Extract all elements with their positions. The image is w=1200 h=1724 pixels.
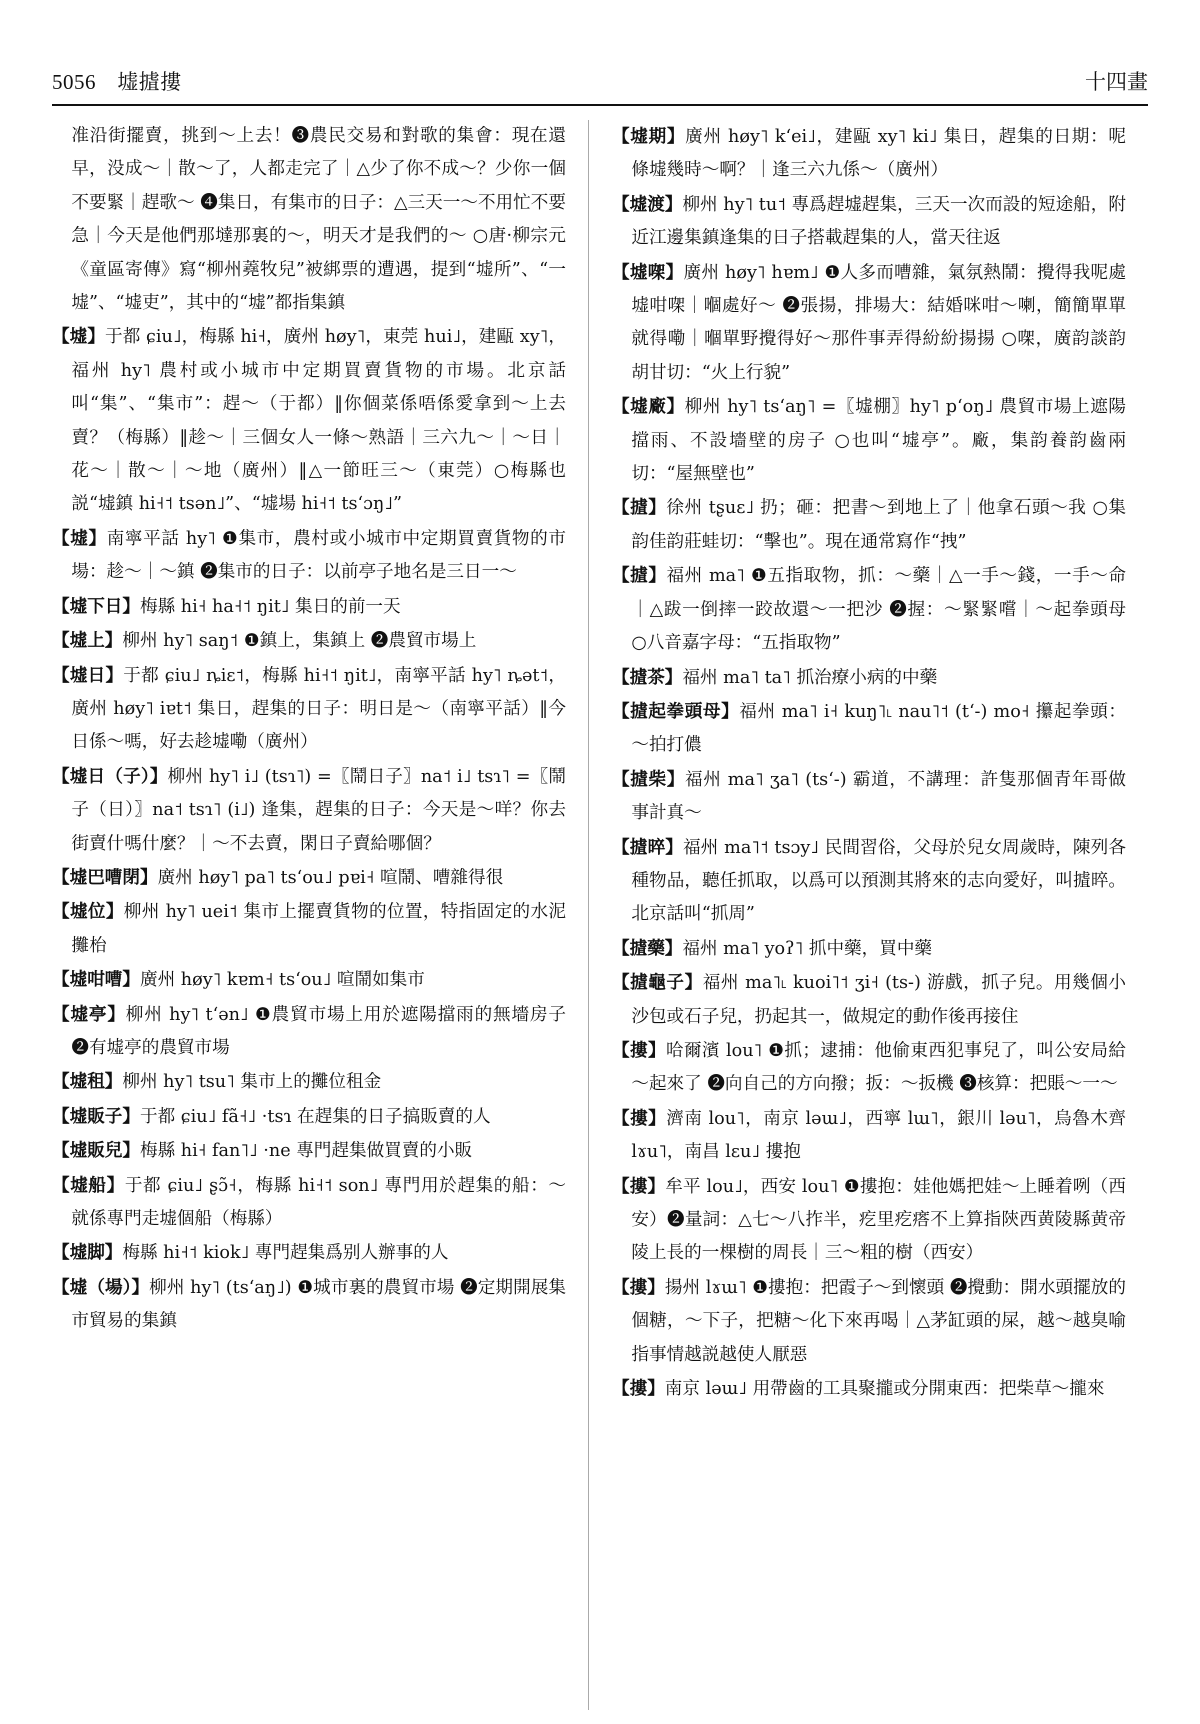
entry-headword: 【摟】 — [612, 1039, 666, 1061]
dictionary-entry — [612, 1034, 1126, 1102]
dictionary-entry — [52, 963, 566, 997]
entry-definition: 福州 ma˥ ❶五指取物，抓：～藥｜△一手～錢，一手～命｜△跋一倒摔一跤故還～一把沙 ❷握：～緊緊嚐｜～起拳頭母 ○八音嘉字母：“五指取物” — [631, 566, 1126, 654]
entry-definition: 柳州 hy˥ i˩ (tsɿ˥) =〖鬧日子〗na˦ i˩ tsɿ˥ =〖鬧子（日）〗na˦ tsɿ˥ (i˩) 逢集，趕集的日子：今天是～咩？你去街賣什嗎什麼？｜～不去賣，閑日子賣給哪個？ — [71, 766, 566, 854]
entry-definition: 廣州 høy˥ kɐm˧ tsʻou˩ 喧鬧如集市 — [139, 970, 425, 991]
entry-definition: 于都 ɕiu˩ ʂɔ̃˧，梅縣 hi˧˦ son˩ 專門用於趕集的船：～就係專門走墟個船（梅縣） — [71, 1175, 566, 1229]
entry-headword: 【墟上】 — [52, 630, 123, 652]
entry-definition: 南京 ləɯ˩ 用帶齒的工具聚攏或分開東西：把柴草～攏來 — [664, 1379, 1105, 1400]
entry-headword: 【墟咁嘈】 — [52, 969, 140, 991]
entry-definition: 柳州 hy˥ tsʻaŋ˥ =〖墟棚〗hy˥ pʻoŋ˩ 農貿市場上遮陽擋雨、不設墻壁的房子 ○也叫“墟亭”。廠，集韵養韵齒兩切：“屋無壁也” — [631, 397, 1126, 485]
entry-definition: 柳州 hy˥ uei˦ 集市上擺賣貨物的位置，特指固定的水泥攤枱 — [71, 902, 566, 956]
dictionary-entry — [612, 188, 1126, 256]
entry-headword: 【摣柴】 — [612, 768, 686, 790]
right-column — [612, 120, 1126, 1710]
entry-headword: 【墟脚】 — [52, 1242, 123, 1264]
dictionary-entry — [612, 763, 1126, 831]
entry-headword: 【墟日】 — [52, 664, 124, 686]
entry-continuation: 准沿街擺賣，挑到～上去！❸農民交易和對歌的集會：現在還早，没成～｜散～了，人都走完了｜△少了你不成～？少你一個不要緊｜趕歌～ ❹集日，有集市的日子：△三天一～不用忙不要急｜今天是他們那墶那裏的～，明天才是我們的～ ○唐·柳宗元《童區寄傳》寫“柳州蕘牧兒”被綁票的遭遇，提到“墟所”、“一墟”、“墟吏”，其中的“墟”都指集鎮 — [71, 126, 566, 314]
entry-headword: 【摟】 — [612, 1107, 667, 1129]
dictionary-entry — [52, 320, 566, 521]
dictionary-entry — [612, 559, 1126, 660]
header-left — [52, 66, 182, 96]
dictionary-entry — [52, 895, 566, 963]
dictionary-entry — [612, 390, 1126, 491]
entry-headword: 【墟㗎】 — [612, 261, 684, 283]
entry-headword: 【墟販兒】 — [52, 1140, 140, 1162]
entry-definition: 于都 ɕiu˩ fã˧˩ ·tsɿ 在趕集的日子搞販賣的人 — [139, 1106, 491, 1127]
entry-definition: 揚州 lɤɯ˥ ❶摟抱：把霞子～到懷頭 ❷攪動：開水頭擺放的個糖，～下子，把糖～化下來再喝｜△茅缸頭的屎，越～越臭喻指事情越説越使人厭惡 — [631, 1277, 1126, 1365]
page-number: 5056 — [52, 70, 96, 94]
entry-headword: 【摣藥】 — [612, 937, 683, 959]
entry-headword: 【摣】 — [612, 565, 667, 587]
entry-headword: 【墟位】 — [52, 901, 124, 923]
entry-definition: 福州 ma˥˪ kuoi˥˦ ʒi˧ (ts-) 游戲，抓子兒。用幾個小沙包或石子兒，扔起其一，做規定的動作後再接住 — [631, 973, 1126, 1027]
dictionary-entry — [52, 1100, 566, 1134]
dictionary-entry — [52, 861, 566, 895]
entry-headword: 【墟期】 — [612, 126, 686, 147]
entry-headword: 【摟】 — [612, 1175, 666, 1197]
entry-definition: 哈爾濱 lou˥ ❶抓；逮捕：他偷東西犯事兒了，叫公安局給～起來了 ❷向自己的方向撥；扳：～扳機 ❸核算：把賬～一～ — [631, 1040, 1126, 1095]
dictionary-entry — [52, 1065, 566, 1099]
entry-headword: 【摟】 — [612, 1276, 665, 1298]
entry-headword: 【摣】 — [612, 497, 667, 519]
page-header — [52, 62, 1148, 106]
dictionary-entry — [612, 966, 1126, 1034]
entry-definition: 柳州 hy˥ saŋ˦ ❶鎮上，集鎮上 ❷農貿市場上 — [122, 631, 477, 652]
entry-definition: 梅縣 hi˧˦ kiok˩ 專門趕集爲别人辦事的人 — [122, 1243, 449, 1264]
entry-definition: 福州 ma˥ ta˥ 抓治療小病的中藥 — [682, 667, 938, 688]
dictionary-entry — [52, 522, 566, 590]
entry-definition: 于都 ɕiu˩，梅縣 hi˧，廣州 høy˥，東莞 hui˩，建甌 xy˥，福州 hy˥ 農村或小城市中定期買賣貨物的市場。北京話叫“集”、“集市”：趕～（于都）‖你個菜係唔係愛拿到～上去賣？（梅縣）‖趁～｜三個女人一條～熟語｜三六九～｜～日｜花～｜散～｜～地（廣州）‖△一節旺三～（東莞）○梅縣也説“墟鎮 hi˧˦ tsən˩”、“墟場 hi˧˦ tsʻɔŋ˩” — [71, 327, 566, 515]
header-section: 十四畫 — [1085, 70, 1148, 94]
dictionary-entry — [612, 932, 1126, 966]
entry-headword: 【墟巴嘈閉】 — [52, 866, 158, 888]
entry-headword: 【摟】 — [612, 1378, 665, 1400]
entry-headword: 【摣茶】 — [612, 666, 683, 688]
entry-headword: 【摣晬】 — [612, 836, 683, 858]
entry-definition: 廣州 høy˥ kʻei˩，建甌 xy˥ ki˩ 集日，趕集的日期：呢條墟幾時～啊？｜逢三六九係～（廣州） — [631, 127, 1126, 181]
entry-headword: 【墟廠】 — [612, 396, 685, 418]
dictionary-entry — [612, 120, 1126, 188]
dictionary-entry — [612, 695, 1126, 763]
entry-definition: 濟南 lou˥，南京 ləɯ˩，西寧 lɯ˥，銀川 ləu˥，烏魯木齊 lɤu˥，南昌 lɛu˩ 摟抱 — [631, 1108, 1126, 1163]
entry-headword: 【墟渡】 — [612, 193, 683, 215]
entry-definition: 牟平 lou˩，西安 lou˥ ❶摟抱：娃他媽把娃～上睡着咧（西安）❷量詞：△七～八拃半，疙里疙瘩不上算指陝西黄陵縣黄帝陵上長的一棵樹的周長｜三～粗的樹（西安） — [631, 1176, 1126, 1264]
entry-definition: 于都 ɕiu˩ ȵiɛ˦，梅縣 hi˧˦ ŋit˩，南寧平話 hy˥ ȵət˦，廣州 høy˥ iɐt˦ 集日，趕集的日子：明日是～（南寧平話）‖今日係～嗎，好去趁墟嘞（廣州） — [71, 665, 566, 753]
dictionary-entry — [612, 491, 1126, 559]
entry-headword: 【摣龜子】 — [612, 972, 703, 994]
entry-headword: 【墟】 — [52, 326, 106, 348]
dictionary-entry — [52, 659, 566, 760]
entry-definition: 柳州 hy˥ (tsʻaŋ˩) ❶城市裏的農貿市場 ❷定期開展集市貿易的集鎮 — [71, 1277, 566, 1332]
dictionary-entry — [52, 1169, 566, 1237]
entry-definition: 柳州 hy˥ tʻən˩ ❶農貿市場上用於遮陽擋雨的無墻房子 ❷有墟亭的農貿市場 — [71, 1004, 566, 1058]
entry-definition: 福州 ma˥ ʒa˥ (tsʻ-) 霸道，不講理：許隻那個青年哥做事計真～ — [631, 769, 1126, 824]
entry-definition: 福州 ma˥ yoʔ˥ 抓中藥，買中藥 — [682, 938, 933, 959]
entry-headword: 【墟】 — [52, 527, 107, 549]
dictionary-entry — [612, 1102, 1126, 1170]
left-column — [52, 120, 566, 1710]
dictionary-entry — [52, 1134, 566, 1168]
entry-headword: 【摣起拳頭母】 — [612, 700, 740, 722]
dictionary-entry — [52, 1236, 566, 1270]
entry-definition: 福州 ma˥ i˧ kuŋ˥˪ nau˥˦ (tʻ-) mo˧ 攥起拳頭：～拍打儂 — [631, 701, 1126, 756]
entry-definition: 徐州 tʂuɛ˩ 扔；砸：把書～到地上了｜他拿石頭～我 ○集韵佳韵莊蛙切：“擊也”。現在通常寫作“拽” — [631, 498, 1126, 552]
dictionary-entry — [52, 1271, 566, 1339]
dictionary-entry — [52, 998, 566, 1066]
dictionary-entry — [612, 256, 1126, 391]
dictionary-entry — [612, 661, 1126, 695]
entry-definition: 南寧平話 hy˥ ❶集市，農村或小城市中定期買賣貨物的市場：趁～｜～鎮 ❷集市的日子：以前亭子地名是三日一～ — [71, 528, 566, 583]
column-divider — [588, 120, 589, 1710]
header-headwords: 墟摣摟 — [117, 70, 182, 94]
entry-headword: 【墟販子】 — [52, 1105, 140, 1127]
entry-headword: 【墟船】 — [52, 1174, 125, 1196]
dictionary-entry — [52, 590, 566, 624]
entry-definition: 廣州 høy˥ hɐm˩ ❶人多而嘈雜，氣氛熱鬧：攪得我呢處墟咁㗎｜嗰處好～ ❷張揚，排場大：結婚咪咁～喇，簡簡單單就得嘞｜嗰單野攪得好～那件事弄得紛紛揚揚 ○㗎，廣韵談韵胡甘切：“火上行貌” — [631, 262, 1126, 383]
dictionary-entry — [612, 1271, 1126, 1372]
dictionary-entry — [52, 624, 566, 658]
entry-definition: 柳州 hy˥ tsu˥ 集市上的攤位租金 — [122, 1072, 382, 1093]
entry-headword: 【墟亭】 — [52, 1003, 126, 1025]
entry-headword: 【墟租】 — [52, 1071, 123, 1093]
dictionary-entry — [612, 1170, 1126, 1271]
entry-definition: 柳州 hy˥ tu˦ 專爲趕墟趕集，三天一次而設的短途船，附近江邊集鎮逢集的日子搭載趕集的人，當天往返 — [631, 194, 1126, 249]
entry-definition: 廣州 høy˥ pa˥ tsʻou˩ pɐi˧ 喧鬧、嘈雜得很 — [157, 867, 504, 888]
entry-definition: 福州 ma˥˦ tsɔy˩ 民間習俗，父母於兒女周歲時，陳列各種物品，聽任抓取，以爲可以預測其將來的志向愛好，叫摣晬。北京話叫“抓周” — [631, 837, 1126, 925]
entry-headword: 【墟（場）】 — [52, 1276, 150, 1298]
entry-headword: 【墟下日】 — [52, 595, 140, 617]
dictionary-entry — [612, 1372, 1126, 1406]
entry-definition: 梅縣 hi˧ fan˥˩ ·ne 專門趕集做買賣的小販 — [139, 1141, 473, 1162]
entry-definition: 梅縣 hi˧ ha˧˦ ŋit˩ 集日的前一天 — [139, 596, 401, 617]
dictionary-entry — [612, 831, 1126, 932]
dictionary-entry — [52, 760, 566, 861]
entry-headword: 【墟日（子）】 — [52, 765, 168, 787]
